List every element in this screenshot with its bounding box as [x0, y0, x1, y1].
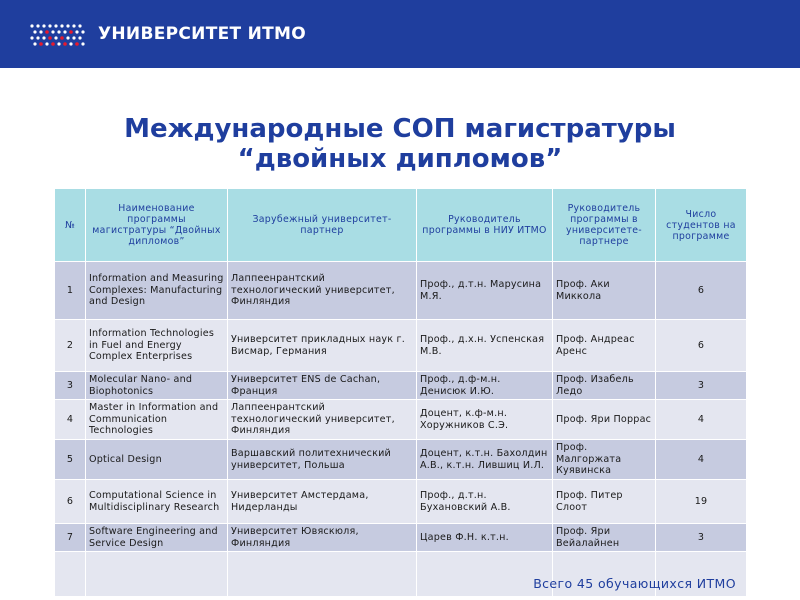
footer-cell: [228, 552, 417, 597]
table-row: [55, 372, 747, 400]
column-header-number: №: [55, 189, 86, 262]
table-row: [55, 524, 747, 552]
cell-itmo-head: Проф., д.х.н. Успенская М.В.: [417, 320, 553, 372]
column-header-itmo-head: Руководитель программы в НИУ ИТМО: [417, 189, 553, 262]
cell-partner-head: Проф. Питер Слоот: [553, 480, 656, 524]
footer-cell: [55, 552, 86, 597]
table-row: [55, 262, 747, 320]
cell-program: Molecular Nano- and Biophotonics: [86, 372, 228, 400]
cell-program: Information and Measuring Complexes: Manufacturing and Design: [86, 262, 228, 320]
cell-itmo-head: Проф., д.т.н. Бухановский А.В.: [417, 480, 553, 524]
column-header-partner-head: Руководитель программы в университете-партнере: [553, 189, 656, 262]
cell-number: 5: [55, 440, 86, 480]
column-header-partner: Зарубежный университет-партнер: [228, 189, 417, 262]
cell-partner: Университет ENS de Cachan, Франция: [228, 372, 417, 400]
programs-table: [54, 188, 747, 597]
cell-partner: Лаппеенрантский технологический университет, Финляндия: [228, 262, 417, 320]
cell-itmo-head: Доцент, к.т.н. Бахолдин А.В., к.т.н. Лившиц И.Л.: [417, 440, 553, 480]
cell-partner: Лаппеенрантский технологический университет, Финляндия: [228, 400, 417, 440]
footer-cell: [86, 552, 228, 597]
cell-number: 4: [55, 400, 86, 440]
total-students-note: Всего 45 обучающихся ИТМО: [533, 576, 736, 592]
cell-itmo-head: Царев Ф.Н. к.т.н.: [417, 524, 553, 552]
cell-partner: Варшавский политехнический университет, Польша: [228, 440, 417, 480]
cell-partner-head: Проф. Яри Поррас: [553, 400, 656, 440]
cell-students: 4: [656, 440, 747, 480]
table-row: [55, 320, 747, 372]
table-row: [55, 400, 747, 440]
footer-cell: [417, 552, 553, 597]
cell-itmo-head: Проф., д.т.н. Марусина М.Я.: [417, 262, 553, 320]
cell-program: Computational Science in Multidisciplinary Research: [86, 480, 228, 524]
cell-partner: Университет Амстердама, Нидерланды: [228, 480, 417, 524]
programs-table-container: [54, 188, 746, 597]
cell-students: 6: [656, 320, 747, 372]
cell-partner-head: Проф. Аки Миккола: [553, 262, 656, 320]
cell-program: Optical Design: [86, 440, 228, 480]
cell-partner-head: Проф. Изабель Ледо: [553, 372, 656, 400]
header-bar: [0, 0, 800, 68]
cell-itmo-head: Проф., д.ф-м.н. Денисюк И.Ю.: [417, 372, 553, 400]
cell-number: 6: [55, 480, 86, 524]
cell-program: Information Technologies in Fuel and Energy Complex Enterprises: [86, 320, 228, 372]
cell-partner: Университет Ювяскюля, Финляндия: [228, 524, 417, 552]
itmo-dots-logo-icon: [28, 18, 92, 50]
cell-partner-head: Проф. Яри Вейалайнен: [553, 524, 656, 552]
table-row: [55, 480, 747, 524]
cell-partner-head: Проф. Андреас Аренс: [553, 320, 656, 372]
cell-partner: Университет прикладных наук г. Висмар, Германия: [228, 320, 417, 372]
column-header-program: Наименование программы магистратуры “Двойных дипломов”: [86, 189, 228, 262]
title-line-2: “двойных дипломов”: [237, 144, 563, 174]
table-header-row: [55, 189, 747, 262]
cell-students: 3: [656, 524, 747, 552]
cell-program: Master in Information and Communication Technologies: [86, 400, 228, 440]
cell-itmo-head: Доцент, к.ф-м.н. Хоружников С.Э.: [417, 400, 553, 440]
cell-number: 1: [55, 262, 86, 320]
cell-partner-head: Проф. Малгоржата Куявинска: [553, 440, 656, 480]
page-title: [0, 114, 800, 174]
cell-number: 7: [55, 524, 86, 552]
cell-students: 6: [656, 262, 747, 320]
column-header-students: Число студентов на программе: [656, 189, 747, 262]
cell-number: 3: [55, 372, 86, 400]
cell-number: 2: [55, 320, 86, 372]
logo-text: УНИВЕРСИТЕТ ИТМО: [98, 24, 307, 44]
cell-students: 3: [656, 372, 747, 400]
cell-students: 19: [656, 480, 747, 524]
table-row: [55, 440, 747, 480]
cell-program: Software Engineering and Service Design: [86, 524, 228, 552]
cell-students: 4: [656, 400, 747, 440]
title-line-1: Международные СОП магистратуры: [124, 114, 676, 144]
